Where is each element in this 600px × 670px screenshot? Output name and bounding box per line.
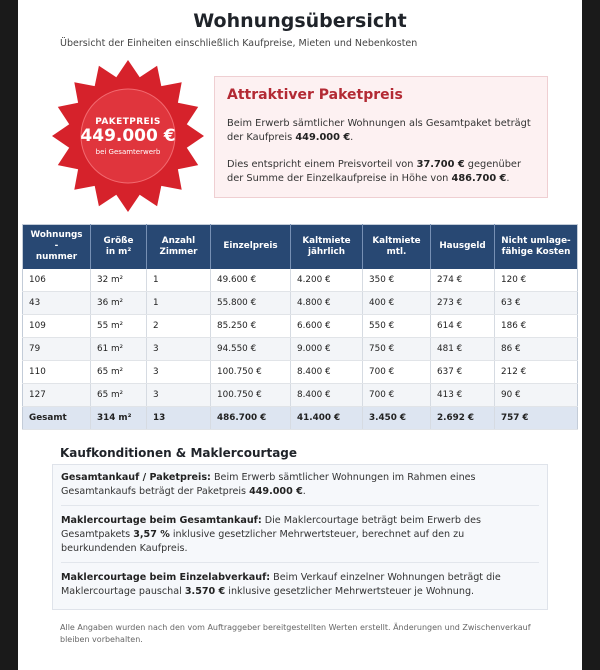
term-commission-total: Maklercourtage beim Gesamtankauf: Die Maklercourtage beträgt beim Erwerb des Gesamtpakets 3,57 % inklusive gesetzlicher Mehrwertsteuer, berechnet auf den zu beurkundenden Kaufpreis.	[61, 514, 539, 563]
cell-rent-yearly: 6.600 €	[291, 315, 363, 338]
document-page	[18, 0, 582, 670]
total-rooms: 13	[147, 407, 211, 430]
table-row	[23, 361, 578, 384]
cell-size: 65 m²	[91, 384, 147, 407]
col-rooms: Anzahl Zimmer	[147, 225, 211, 269]
package-price-value: 449.000 €	[295, 132, 351, 143]
cell-size: 61 m²	[91, 338, 147, 361]
cell-unit-number: 109	[23, 315, 91, 338]
seal-label: PAKETPREIS	[95, 116, 161, 127]
price-seal	[50, 58, 206, 214]
cell-rent-yearly: 4.200 €	[291, 269, 363, 292]
cell-size: 32 m²	[91, 269, 147, 292]
cell-rent-yearly: 8.400 €	[291, 361, 363, 384]
total-rent-yearly: 41.400 €	[291, 407, 363, 430]
cell-non-allocable-costs: 212 €	[495, 361, 578, 384]
cell-house-fee: 274 €	[431, 269, 495, 292]
col-house-fee: Hausgeld	[431, 225, 495, 269]
cell-size: 36 m²	[91, 292, 147, 315]
package-price-box	[214, 76, 548, 198]
table-row	[23, 338, 578, 361]
promo-heading: Attraktiver Paketpreis	[227, 87, 403, 103]
cell-unit-number: 79	[23, 338, 91, 361]
cell-rent-yearly: 8.400 €	[291, 384, 363, 407]
cell-single-price: 94.550 €	[211, 338, 291, 361]
total-non-allocable-costs: 757 €	[495, 407, 578, 430]
cell-rent-monthly: 750 €	[363, 338, 431, 361]
cell-rooms: 1	[147, 292, 211, 315]
table-row	[23, 315, 578, 338]
cell-rent-monthly: 550 €	[363, 315, 431, 338]
table-total-row	[23, 407, 578, 430]
col-single-price: Einzelpreis	[211, 225, 291, 269]
units-table	[22, 224, 578, 430]
cell-single-price: 100.750 €	[211, 384, 291, 407]
term-package-purchase: Gesamtankauf / Paketpreis: Beim Erwerb sämtlicher Wohnungen im Rahmen eines Gesamtankaufs beträgt der Paketpreis 449.000 €.	[61, 471, 539, 506]
cell-rooms: 3	[147, 384, 211, 407]
total-unit-number: Gesamt	[23, 407, 91, 430]
table-row	[23, 384, 578, 407]
col-size: Größe in m²	[91, 225, 147, 269]
table-row	[23, 269, 578, 292]
conditions-heading: Kaufkonditionen & Maklercourtage	[60, 446, 298, 460]
term-commission-single: Maklercourtage beim Einzelabverkauf: Beim Verkauf einzelner Wohnungen beträgt die Maklercourtage pauschal 3.570 € inklusive gesetzlicher Mehrwertsteuer je Wohnung.	[61, 572, 501, 597]
cell-house-fee: 637 €	[431, 361, 495, 384]
page-subtitle: Übersicht der Einheiten einschließlich Kaufpreise, Mieten und Nebenkosten	[60, 38, 418, 49]
cell-non-allocable-costs: 63 €	[495, 292, 578, 315]
cell-rent-monthly: 400 €	[363, 292, 431, 315]
cell-rooms: 3	[147, 338, 211, 361]
cell-single-price: 55.800 €	[211, 292, 291, 315]
table-header-row	[23, 225, 578, 269]
footnote: Alle Angaben wurden nach den vom Auftraggeber bereitgestellten Werten erstellt. Änderungen und Zwischenverkauf bleiben vorbehalten.	[60, 623, 531, 644]
sum-single-prices-value: 486.700 €	[451, 173, 507, 184]
col-unit-number: Wohnungs - nummer	[23, 225, 91, 269]
cell-rent-monthly: 350 €	[363, 269, 431, 292]
cell-unit-number: 106	[23, 269, 91, 292]
seal-subtext: bei Gesamterwerb	[95, 147, 161, 156]
col-rent-yearly: Kaltmiete jährlich	[291, 225, 363, 269]
cell-single-price: 100.750 €	[211, 361, 291, 384]
cell-unit-number: 127	[23, 384, 91, 407]
total-single-price: 486.700 €	[211, 407, 291, 430]
cell-size: 65 m²	[91, 361, 147, 384]
cell-rooms: 1	[147, 269, 211, 292]
table-row	[23, 292, 578, 315]
cell-single-price: 85.250 €	[211, 315, 291, 338]
cell-house-fee: 273 €	[431, 292, 495, 315]
cell-non-allocable-costs: 120 €	[495, 269, 578, 292]
conditions-box	[52, 464, 548, 610]
cell-unit-number: 110	[23, 361, 91, 384]
cell-house-fee: 481 €	[431, 338, 495, 361]
cell-size: 55 m²	[91, 315, 147, 338]
cell-rooms: 3	[147, 361, 211, 384]
cell-rent-monthly: 700 €	[363, 384, 431, 407]
promo-paragraph-1: Beim Erwerb sämtlicher Wohnungen als Gesamtpaket beträgt der Kaufpreis 449.000 €.	[227, 118, 531, 143]
cell-non-allocable-costs: 90 €	[495, 384, 578, 407]
cell-rent-yearly: 9.000 €	[291, 338, 363, 361]
cell-rent-yearly: 4.800 €	[291, 292, 363, 315]
price-advantage-value: 37.700 €	[416, 159, 465, 170]
total-size: 314 m²	[91, 407, 147, 430]
promo-paragraph-2: Dies entspricht einem Preisvorteil von 37.700 € gegenüber der Summe der Einzelkaufpreise in Höhe von 486.700 €.	[227, 159, 521, 184]
cell-rooms: 2	[147, 315, 211, 338]
col-non-allocable-costs: Nicht umlage- fähige Kosten	[495, 225, 578, 269]
page-title: Wohnungsübersicht	[193, 10, 407, 32]
total-house-fee: 2.692 €	[431, 407, 495, 430]
cell-house-fee: 614 €	[431, 315, 495, 338]
cell-non-allocable-costs: 186 €	[495, 315, 578, 338]
col-rent-monthly: Kaltmiete mtl.	[363, 225, 431, 269]
cell-rent-monthly: 700 €	[363, 361, 431, 384]
cell-non-allocable-costs: 86 €	[495, 338, 578, 361]
seal-price: 449.000 €	[80, 125, 176, 146]
cell-house-fee: 413 €	[431, 384, 495, 407]
total-rent-monthly: 3.450 €	[363, 407, 431, 430]
cell-single-price: 49.600 €	[211, 269, 291, 292]
cell-unit-number: 43	[23, 292, 91, 315]
